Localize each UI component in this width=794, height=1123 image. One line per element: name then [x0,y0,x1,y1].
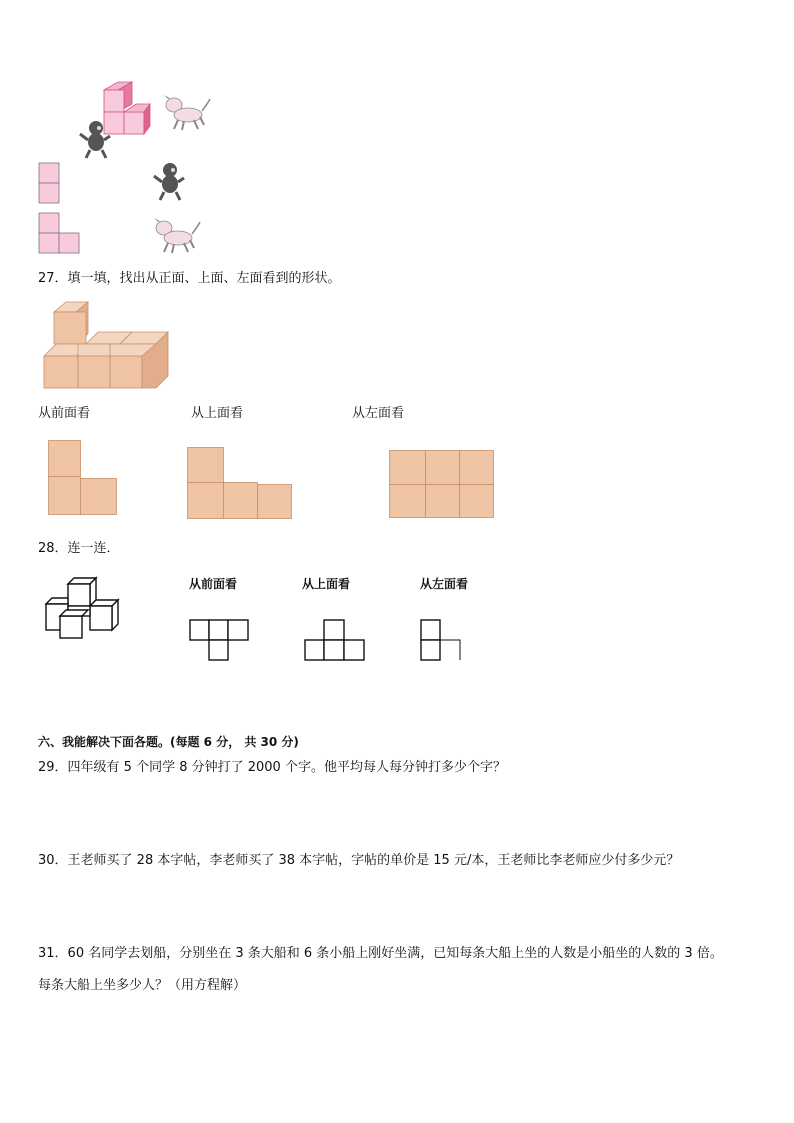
q28-line-cube-figure [44,576,124,642]
q30-text: 30．王老师买了 28 本字帖，李老师买了 38 本字帖，字帖的单价是 15 元/本，王老师比李老师应少付多少元？ [38,853,680,868]
q28-view-l-shape [420,619,466,663]
q28-label-front: 从前面看 [189,577,238,591]
q27-view-c [389,450,497,520]
view-two-stack [38,162,62,206]
q31-text-line2: 每条大船上坐多少人？（用方程解） [38,978,247,993]
q27-label-front: 从前面看 [38,406,91,421]
dog-icon [150,218,200,256]
q29-text: 29．四年级有 5 个同学 8 分钟打了 2000 个字。他平均每人每分钟打多少个字？ [38,760,506,775]
q27-view-a [48,440,120,518]
q28-view-inverted-t [304,619,368,663]
dog-icon [160,95,210,133]
section-6-heading: 六、我能解决下面各题。(每题 6 分， 共 30 分) [38,735,299,749]
tan-cube-figure [44,300,172,392]
q27-label-top: 从上面看 [191,406,244,421]
monkey-icon [78,120,112,160]
q28-prompt: 28．连一连． [38,541,120,556]
q27-label-left: 从左面看 [352,406,405,421]
monkey-icon [152,162,186,202]
view-l-shape [38,212,84,256]
q27-prompt: 27．填一填，找出从正面、上面、左面看到的形状。 [38,271,341,286]
q31-text-line1: 31．60 名同学去划船，分别坐在 3 条大船和 6 条小船上刚好坐满，已知每条大船上坐的人数是小船坐的人数的 3 倍。 [38,946,723,961]
q27-view-b [187,447,295,521]
q28-label-top: 从上面看 [302,577,351,591]
q28-view-t-shape [189,619,251,663]
q28-label-left: 从左面看 [420,577,469,591]
